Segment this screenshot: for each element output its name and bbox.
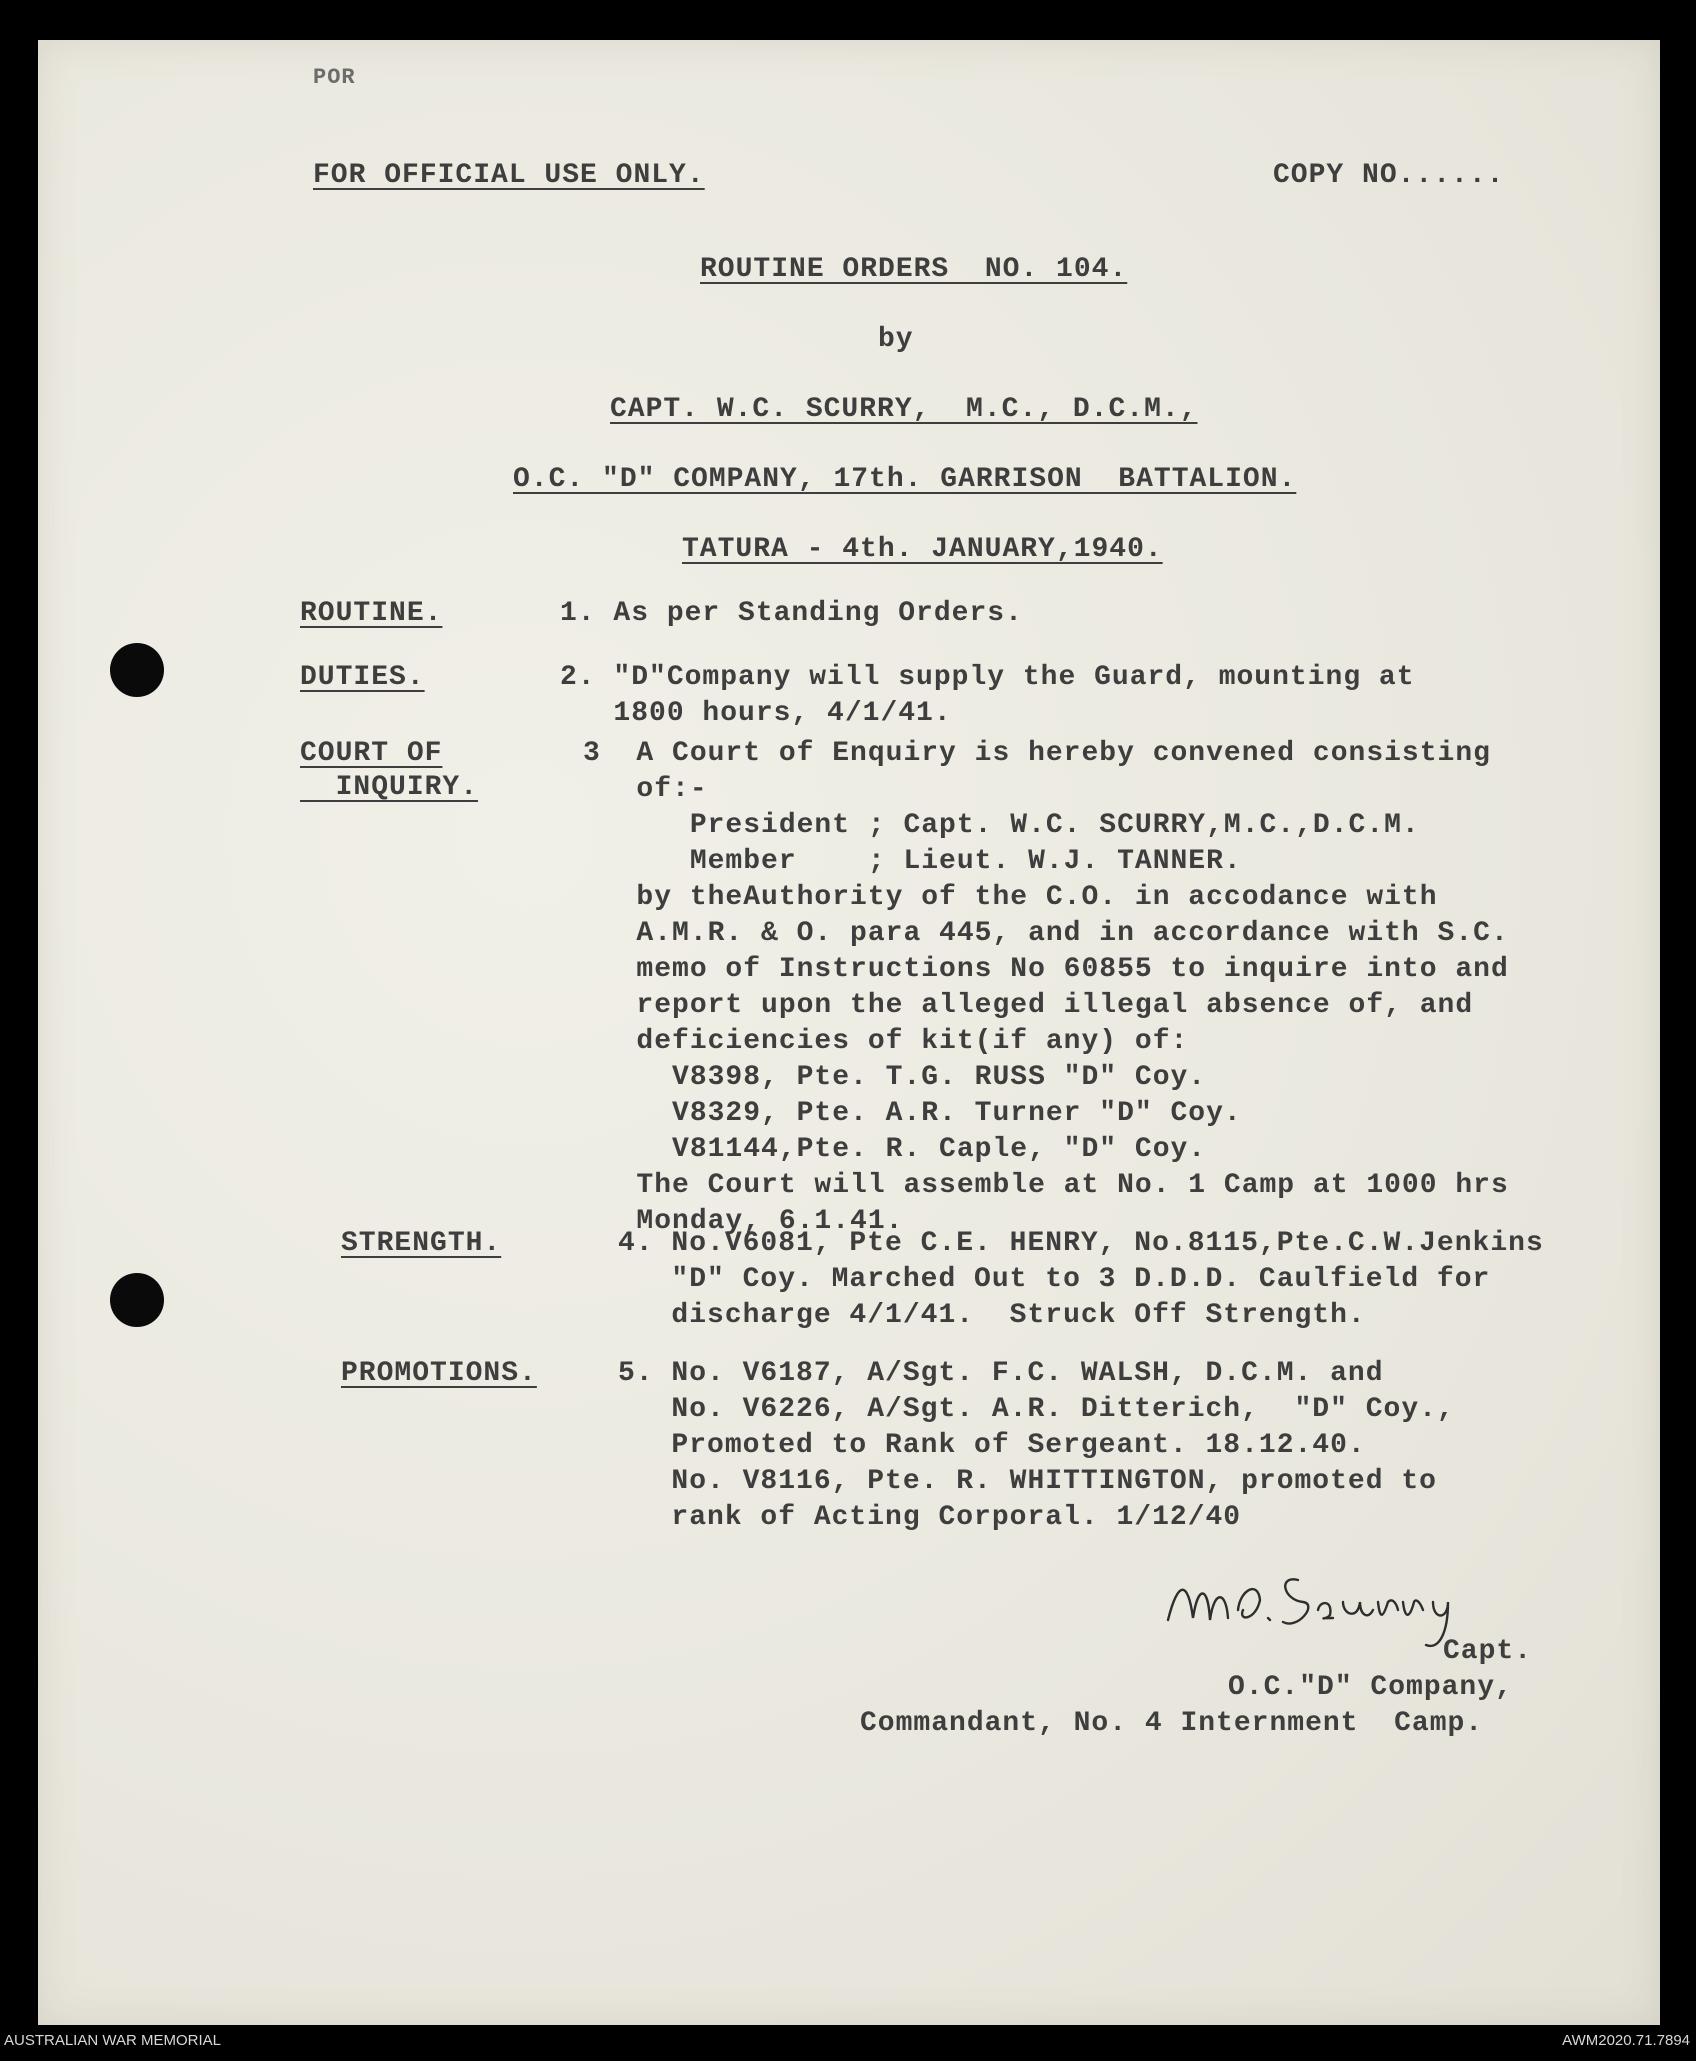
section-line: of:- [583,774,708,805]
archive-reference: AWM2020.71.7894 [1562,2032,1690,2049]
section-line: report upon the alleged illegal absence of, and [583,990,1474,1021]
section-line: by theAuthority of the C.O. in accodance with [583,882,1438,913]
section-line: rank of Acting Corporal. 1/12/40 [618,1502,1242,1533]
binder-hole-bottom [110,1273,164,1327]
section-line: 4. No.V6081, Pte C.E. HENRY, No.8115,Pte.C.W.Jenkins [618,1228,1544,1259]
signatory-rank: Capt. [1443,1636,1533,1667]
title-routine-orders: ROUTINE ORDERS NO. 104. [700,254,1128,285]
section-line: discharge 4/1/41. Struck Off Strength. [618,1300,1366,1331]
section-line: memo of Instructions No 60855 to inquire into and [583,954,1509,985]
section-line: 3 A Court of Enquiry is hereby convened consisting [583,738,1491,769]
section-heading-duties: DUTIES. [300,662,425,693]
section-body-strength [618,1226,1598,1334]
corner-mark: POR [313,65,356,90]
section-line: V8329, Pte. A.R. Turner "D" Coy. [583,1098,1242,1129]
section-line: Member ; Lieut. W.J. TANNER. [583,846,1242,877]
section-line: 5. No. V6187, A/Sgt. F.C. WALSH, D.C.M. and [618,1358,1384,1389]
section-body-court [583,736,1563,1240]
copy-number: COPY NO...... [1273,160,1505,191]
section-line: 1. As per Standing Orders. [560,598,1023,629]
title-issuer: CAPT. W.C. SCURRY, M.C., D.C.M., [610,394,1198,425]
section-line: deficiencies of kit(if any) of: [583,1026,1189,1057]
signatory-title: Commandant, No. 4 Internment Camp. [860,1708,1484,1739]
section-heading-routine: ROUTINE. [300,598,443,629]
binder-hole-top [110,643,164,697]
section-line: A.M.R. & O. para 445, and in accordance with S.C. [583,918,1509,949]
classification: FOR OFFICIAL USE ONLY. [313,160,705,191]
section-heading-promotions: PROMOTIONS. [341,1358,537,1389]
archive-credit: AUSTRALIAN WAR MEMORIAL [4,2032,221,2049]
signatory-company: O.C."D" Company, [1228,1672,1513,1703]
section-heading-strength: STRENGTH. [341,1228,502,1259]
section-line: V8398, Pte. T.G. RUSS "D" Coy. [583,1062,1207,1093]
title-unit: O.C. "D" COMPANY, 17th. GARRISON BATTALION. [513,464,1297,495]
section-line: No. V6226, A/Sgt. A.R. Ditterich, "D" Coy., [618,1394,1455,1425]
title-place-date: TATURA - 4th. JANUARY,1940. [682,534,1163,565]
section-body-routine [560,596,1540,632]
section-body-duties [560,660,1540,732]
section-line: The Court will assemble at No. 1 Camp at 1000 hrs [583,1170,1509,1201]
section-heading-court-line2: INQUIRY. [300,772,479,803]
handwritten-signature [1148,1540,1468,1660]
section-line: Promoted to Rank of Sergeant. 18.12.40. [618,1430,1366,1461]
section-line: "D" Coy. Marched Out to 3 D.D.D. Caulfield for [618,1264,1491,1295]
section-line: 2. "D"Company will supply the Guard, mounting at [560,662,1415,693]
section-line: Monday, 6.1.41. [583,1206,904,1237]
section-line: V81144,Pte. R. Caple, "D" Coy. [583,1134,1207,1165]
section-body-promotions [618,1356,1598,1536]
title-by: by [878,324,914,355]
document-page [38,40,1660,2025]
section-heading-court-line1: COURT OF [300,738,443,769]
section-line: No. V8116, Pte. R. WHITTINGTON, promoted to [618,1466,1437,1497]
section-line: President ; Capt. W.C. SCURRY,M.C.,D.C.M. [583,810,1420,841]
section-line: 1800 hours, 4/1/41. [560,698,952,729]
